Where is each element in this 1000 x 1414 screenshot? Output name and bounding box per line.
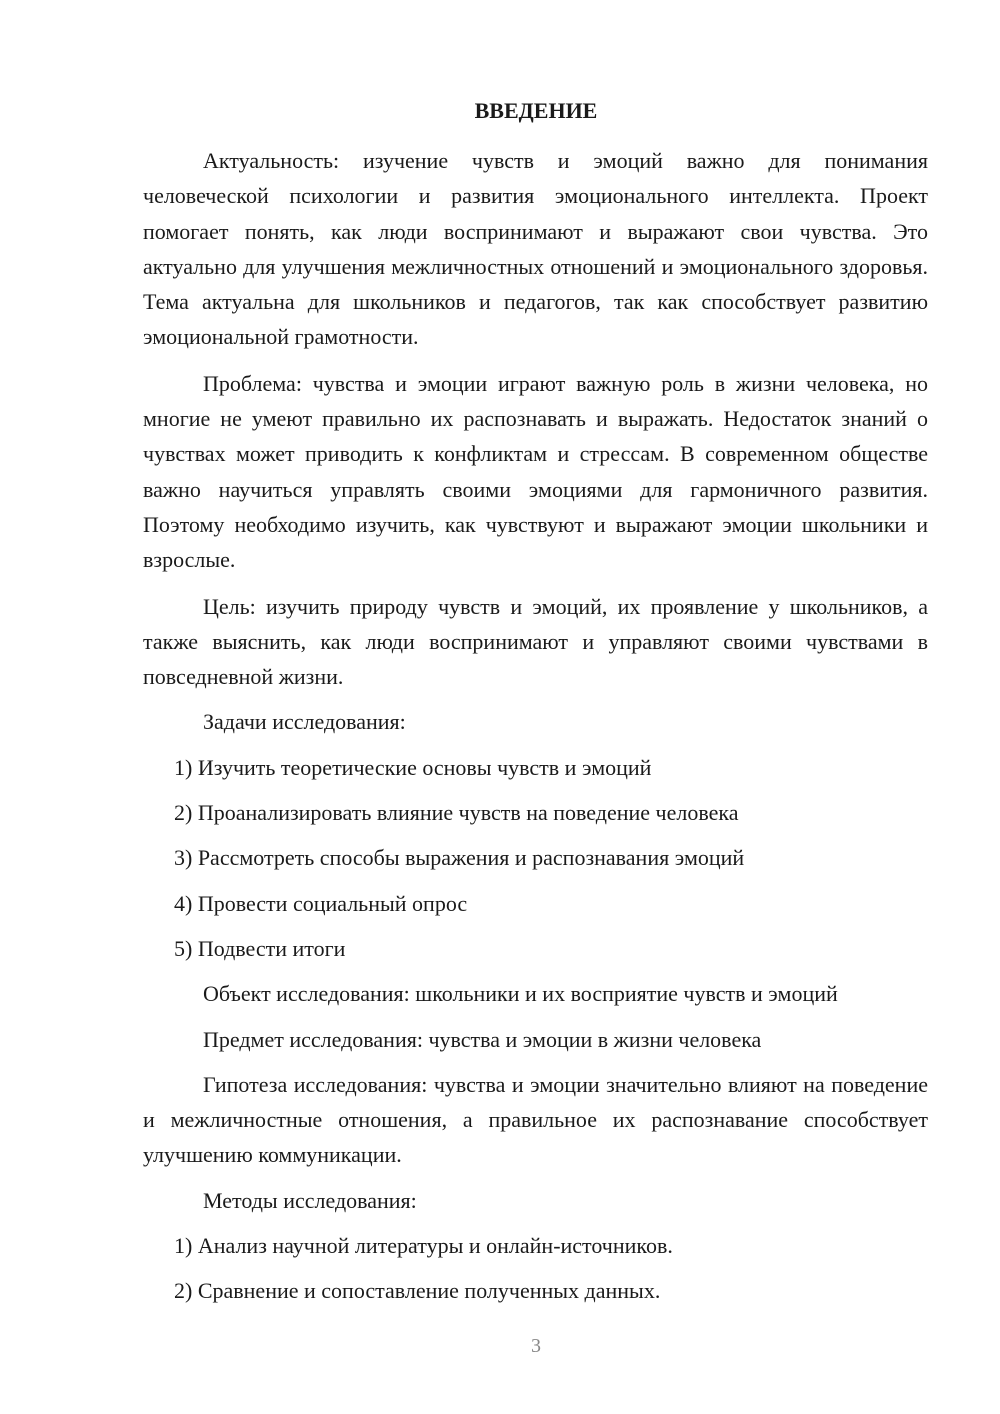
tasks-heading: Задачи исследования: bbox=[203, 709, 406, 735]
hypothesis-paragraph: Гипотеза исследования: чувства и эмоции значительно влияют на поведение и межличностные отношения, а правильное их распознавание способствует улучшению коммуникации. bbox=[143, 1071, 928, 1168]
task-item: 3) Рассмотреть способы выражения и распознавания эмоций bbox=[174, 845, 745, 871]
task-item: 2) Проанализировать влияние чувств на поведение человека bbox=[174, 800, 739, 826]
task-item: 1) Изучить теоретические основы чувств и эмоций bbox=[174, 754, 652, 780]
research-subject: Предмет исследования: чувства и эмоции в жизни человека bbox=[203, 1026, 762, 1052]
method-item: 2) Сравнение и сопоставление полученных данных. bbox=[174, 1278, 661, 1304]
task-item: 5) Подвести итоги bbox=[174, 935, 346, 961]
task-item: 4) Провести социальный опрос bbox=[174, 890, 468, 916]
relevance-paragraph: Актуальность: изучение чувств и эмоций важно для понимания человеческой психологии и развития эмоционального интеллекта. Проект помогает понять, как люди воспринимают и выражают свои чувства. Это актуально для улучшения межличностных отношений и эмоционального здоровья. Тема актуальна для школьников и педагогов, так как способствует развитию эмоциональной грамотности. bbox=[143, 148, 928, 350]
methods-heading: Методы исследования: bbox=[203, 1187, 417, 1213]
page-body bbox=[143, 143, 928, 1309]
methods-list bbox=[143, 1228, 928, 1309]
problem-paragraph: Проблема: чувства и эмоции играют важную роль в жизни человека, но многие не умеют правильно их распознавать и выражать. Недостаток знаний о чувствах может приводить к конфликтам и стрессам. В современном обществе важно научиться управлять своими эмоциями для гармоничного развития. Поэтому необходимо изучить, как чувствуют и выражают эмоции школьники и взрослые. bbox=[143, 370, 928, 573]
goal-paragraph: Цель: изучить природу чувств и эмоций, их проявление у школьников, а также выяснить, как люди воспринимают и управляют своими чувствами в повседневной жизни. bbox=[143, 593, 928, 690]
research-object: Объект исследования: школьники и их восприятие чувств и эмоций bbox=[203, 981, 838, 1007]
page-title: ВВЕДЕНИЕ bbox=[474, 98, 598, 123]
tasks-list bbox=[143, 750, 928, 966]
page-number: 3 bbox=[531, 1335, 541, 1357]
method-item: 1) Анализ научной литературы и онлайн-источников. bbox=[174, 1233, 673, 1259]
